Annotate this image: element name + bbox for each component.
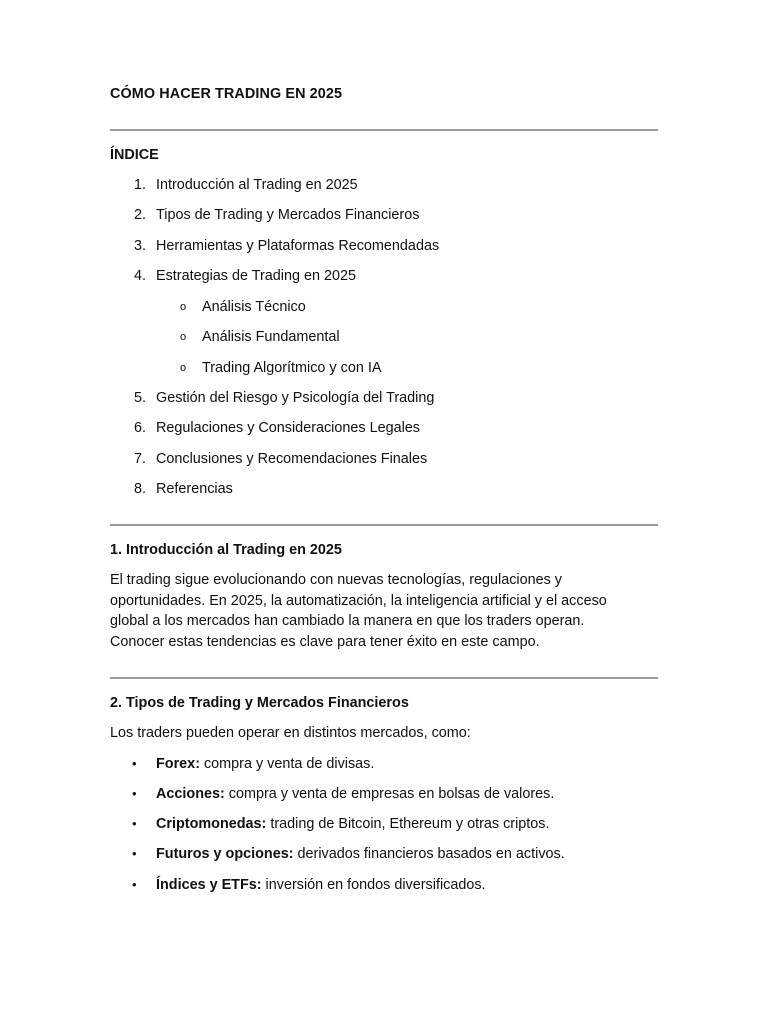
bullet-icon: • <box>132 816 137 831</box>
market-term: Forex: <box>156 756 200 772</box>
index-item-text: Conclusiones y Recomendaciones Finales <box>156 451 428 467</box>
index-item-text: Estrategias de Trading en 2025 <box>156 268 357 284</box>
index-item-number: 2. <box>133 207 146 223</box>
index-heading: ÍNDICE <box>110 147 159 163</box>
paragraph-line: El trading sigue evolucionando con nuevas tecnologías, regulaciones y <box>110 572 563 588</box>
paragraph-line: oportunidades. En 2025, la automatización, la inteligencia artificial y el acceso <box>110 592 607 609</box>
bullet-icon: • <box>132 846 137 861</box>
divider <box>110 129 658 131</box>
bullet-icon: • <box>132 756 137 771</box>
divider <box>110 677 658 679</box>
index-subitem-text: Análisis Técnico <box>202 299 306 315</box>
circle-bullet-icon: o <box>180 331 187 343</box>
index-subitem-text: Análisis Fundamental <box>202 329 340 345</box>
bullet-icon: • <box>132 877 137 892</box>
index-item-number: 4. <box>133 268 146 284</box>
market-term: Futuros y opciones: <box>156 846 294 862</box>
paragraph-line: Conocer estas tendencias es clave para tener éxito en este campo. <box>110 634 540 651</box>
index-item-text: Referencias <box>156 481 233 497</box>
document-title: CÓMO HACER TRADING EN 2025 <box>110 86 343 102</box>
divider <box>110 524 658 526</box>
market-term: Acciones: <box>156 786 225 802</box>
paragraph-line: global a los mercados han cambiado la manera en que los traders operan. <box>110 613 585 630</box>
market-description: trading de Bitcoin, Ethereum y otras criptos. <box>266 816 550 832</box>
index-item-number: 1. <box>133 177 146 193</box>
circle-bullet-icon: o <box>180 362 187 374</box>
bullet-icon: • <box>132 786 137 801</box>
section-2-intro: Los traders pueden operar en distintos mercados, como: <box>110 725 471 741</box>
section-2-heading: 2. Tipos de Trading y Mercados Financieros <box>110 695 409 711</box>
index-item-text: Gestión del Riesgo y Psicología del Trading <box>156 390 435 406</box>
index-item-text: Herramientas y Plataformas Recomendadas <box>156 238 440 254</box>
index-item-number: 6. <box>133 420 146 436</box>
index-subitem-text: Trading Algorítmico y con IA <box>202 360 382 376</box>
index-item-text: Introducción al Trading en 2025 <box>156 177 358 193</box>
index-item-text: Regulaciones y Consideraciones Legales <box>156 420 420 436</box>
market-term: Índices y ETFs: <box>156 877 262 893</box>
market-description: derivados financieros basados en activos. <box>293 846 565 862</box>
circle-bullet-icon: o <box>180 301 187 313</box>
market-description: inversión en fondos diversificados. <box>261 877 486 893</box>
market-term: Criptomonedas: <box>156 816 267 832</box>
market-description: compra y venta de empresas en bolsas de valores. <box>224 786 555 802</box>
index-item-number: 7. <box>133 451 146 467</box>
index-item-number: 8. <box>133 481 146 497</box>
section-1-heading: 1. Introducción al Trading en 2025 <box>110 542 342 558</box>
index-item-text: Tipos de Trading y Mercados Financieros <box>156 207 420 223</box>
market-description: compra y venta de divisas. <box>199 756 375 772</box>
section-1-paragraph <box>110 570 658 653</box>
index-item-number: 3. <box>133 238 146 254</box>
index-item-number: 5. <box>133 390 146 406</box>
